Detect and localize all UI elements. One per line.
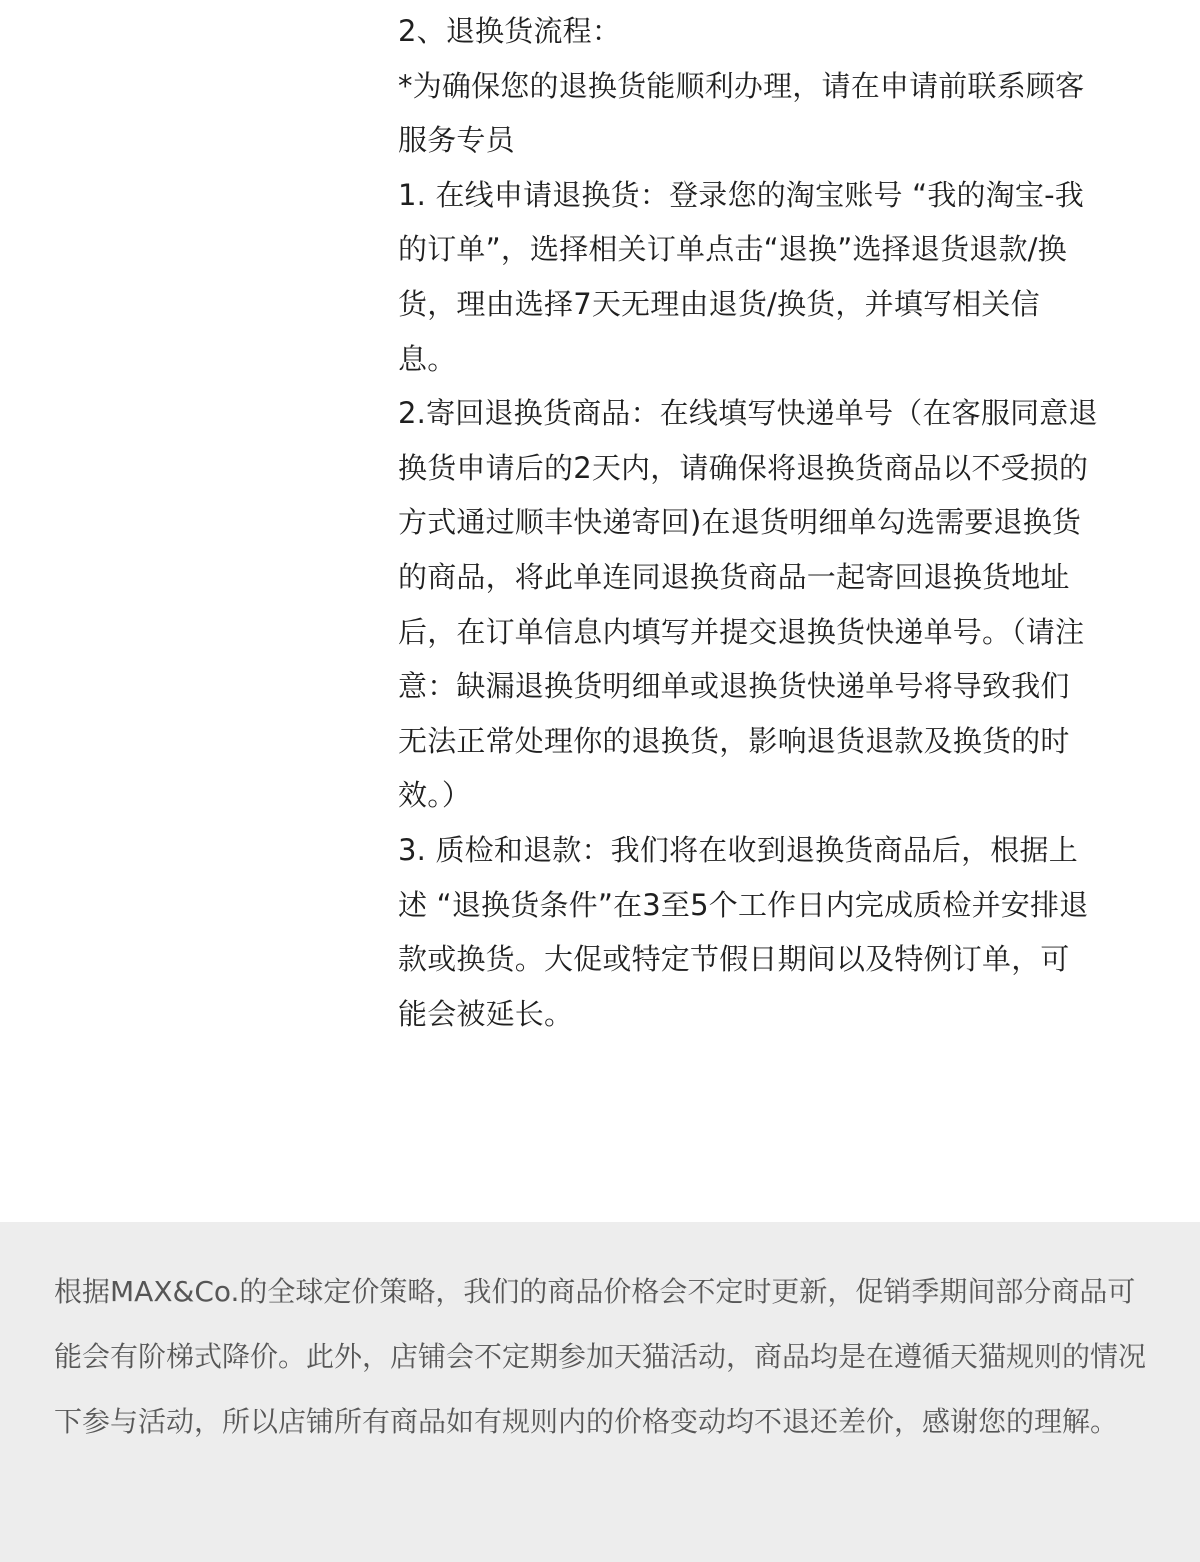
- return-step-1: 1. 在线申请退换货：登录您的淘宝账号 “我的淘宝-我的订单”，选择相关订单点击“退换”选择退货退款/换货，理由选择7天无理由退货/换货，并填写相关信息。: [398, 177, 1084, 376]
- return-process-note: *为确保您的退换货能顺利办理，请在申请前联系顾客服务专员: [398, 68, 1085, 158]
- pricing-notice-banner: [0, 1222, 1200, 1562]
- return-step-2: 2.寄回退换货商品：在线填写快递单号（在客服同意退换货申请后的2天内，请确保将退换货商品以不受损的方式通过顺丰快递寄回)在退货明细单勾选需要退换货的商品，将此单连同退换货商品一起寄回退换货地址后，在订单信息内填写并提交退换货快递单号。（请注意：缺漏退换货明细单或退换货快递单号将导致我们无法正常处理你的退换货，影响退货退款及换货的时效。）: [398, 396, 1098, 813]
- return-process-heading: 2、退换货流程：: [398, 14, 622, 48]
- return-step-3: 3. 质检和退款：我们将在收到退换货商品后，根据上述 “退换货条件”在3至5个工作日内完成质检并安排退款或换货。大促或特定节假日期间以及特例订单，可能会被延长。: [398, 832, 1089, 1031]
- pricing-notice-text: 根据MAX&Co.的全球定价策略，我们的商品价格会不定时更新，促销季期间部分商品可能会有阶梯式降价。此外，店铺会不定期参加天猫活动，商品均是在遵循天猫规则的情况下参与活动，所以店铺所有商品如有规则内的价格变动均不退还差价，感谢您的理解。: [54, 1275, 1147, 1438]
- return-process-section: [398, 4, 1098, 1041]
